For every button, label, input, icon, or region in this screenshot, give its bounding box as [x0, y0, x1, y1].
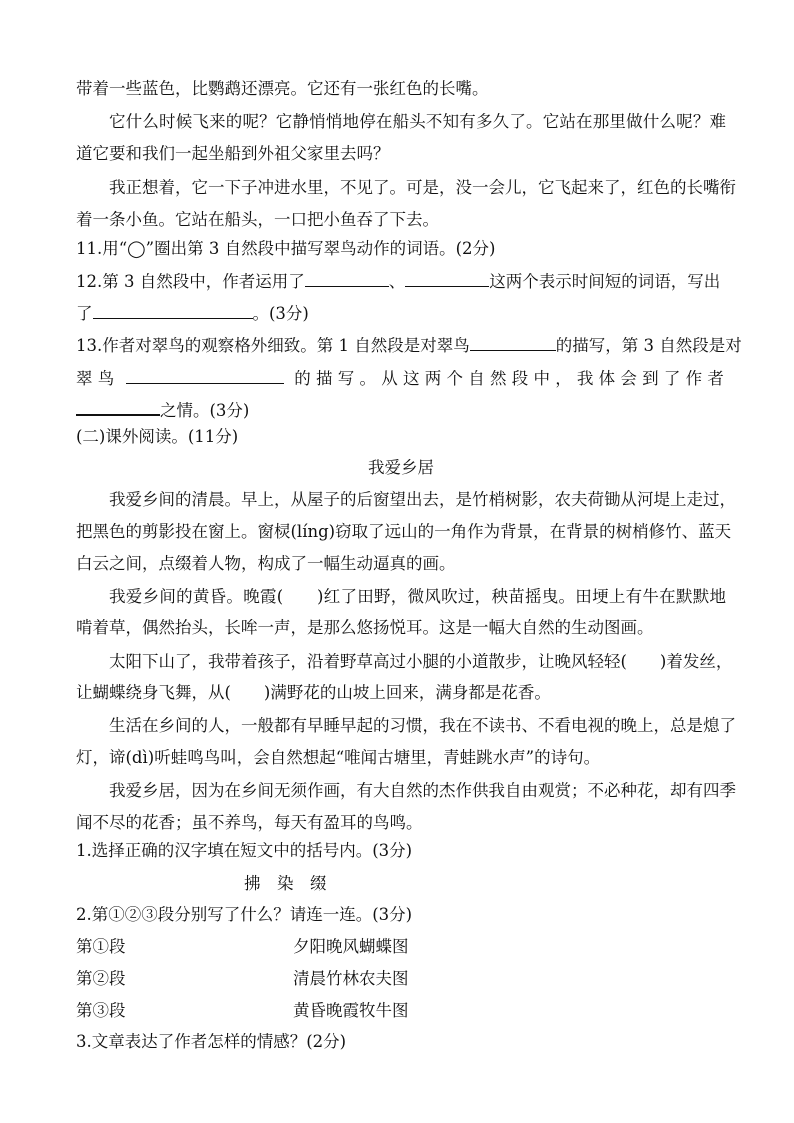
article-line: 灯，谛(dì)听蛙鸣鸟叫，会自然想起“唯闻古塘里，青蛙跳水声”的诗句。: [76, 748, 601, 767]
match-row: [76, 968, 409, 990]
word-options: 拂 染 缀: [244, 874, 327, 893]
article-line: 我爱乡间的清晨。早上，从屋子的后窗望出去，是竹梢树影，农夫荷锄从河堤上走过，: [109, 490, 736, 509]
question-13-text: 之情。(3分): [160, 401, 250, 420]
match-left[interactable]: 第②段: [76, 969, 126, 988]
match-right[interactable]: 黄昏晚霞牧牛图: [293, 1001, 409, 1020]
answer-blank[interactable]: [305, 270, 389, 287]
separator: 、: [388, 272, 406, 291]
match-left[interactable]: 第①段: [76, 937, 126, 956]
answer-blank[interactable]: [405, 270, 489, 287]
question-3: 3.文章表达了作者怎样的情感？(2分): [76, 1032, 347, 1051]
answer-blank[interactable]: [126, 367, 284, 384]
section-heading: (二)课外阅读。(11分): [76, 427, 239, 446]
question-12-text: 了: [76, 304, 93, 323]
match-right[interactable]: 夕阳晚风蝴蝶图: [293, 937, 409, 956]
question-13: [76, 334, 742, 357]
article-line: 啃着草，偶然抬头，长哞一声，是那么悠扬悦耳。这是一幅大自然的生动图画。: [76, 618, 654, 637]
question-13-text: 的描写，第 3 自然段是对: [555, 336, 742, 355]
passage-line: 着一条小鱼。它站在船头，一口把小鱼吞了下去。: [76, 210, 439, 229]
passage-line: 带着一些蓝色，比鹦鹉还漂亮。它还有一张红色的长嘴。: [76, 79, 489, 98]
question-13-text: 翠 鸟: [76, 369, 115, 388]
article-line: 生活在乡间的人，一般都有早睡早起的习惯，我在不读书、不看电视的晚上，总是熄了: [109, 716, 736, 735]
question-12: [76, 270, 720, 293]
answer-blank[interactable]: [93, 302, 253, 319]
passage-line: 道它要和我们一起坐船到外祖父家里去吗？: [76, 144, 390, 163]
question-13-cont: [76, 367, 724, 390]
question-13-text: 13.作者对翠鸟的观察格外细致。第 1 自然段是对翠鸟: [76, 336, 470, 355]
match-row: [76, 936, 409, 958]
article-line: 我爱乡间的黄昏。晚霞( )红了田野，微风吹过，秧苗摇曳。田埂上有牛在默默地: [109, 587, 726, 606]
question-12-text: 。(3分): [252, 304, 309, 323]
passage-line: 它什么时候飞来的呢？它静悄悄地停在船头不知有多久了。它站在那里做什么呢？难: [109, 112, 726, 131]
article-line: 把黑色的剪影投在窗上。窗棂(líng)窃取了远山的一角作为背景，在背景的树梢修竹、蓝天: [76, 522, 732, 541]
article-title: 我爱乡居: [368, 458, 434, 477]
article-line: 太阳下山了，我带着孩子，沿着野草高过小腿的小道散步，让晚风轻轻( )着发丝，: [109, 652, 733, 671]
question-12-text: 12.第 3 自然段中，作者运用了: [76, 272, 305, 291]
question-13-cont2: [76, 398, 249, 422]
passage-line: 我正想着，它一下子冲进水里，不见了。可是，没一会儿，它飞起来了，红色的长嘴衔: [109, 178, 736, 197]
question-12-cont: [76, 302, 309, 325]
article-line: 让蝴蝶绕身飞舞，从( )满野花的山坡上回来，满身都是花香。: [76, 683, 551, 702]
match-row: [76, 1000, 409, 1022]
match-left[interactable]: 第③段: [76, 1001, 126, 1020]
question-11: 11.用“◯”圈出第 3 自然段中描写翠鸟动作的词语。(2分): [76, 239, 496, 258]
article-line: 闻不尽的花香；虽不养鸟，每天有盈耳的鸟鸣。: [76, 813, 423, 832]
question-2: 2.第①②③段分别写了什么？请连一连。(3分): [76, 905, 413, 924]
question-1: 1.选择正确的汉字填在短文中的括号内。(3分): [76, 841, 413, 860]
article-line: 白云之间，点缀着人物，构成了一幅生动逼真的画。: [76, 554, 456, 573]
article-line: 我爱乡居，因为在乡间无须作画，有大自然的杰作供我自由观赏；不必种花，却有四季: [109, 781, 736, 800]
question-12-text: 这两个表示时间短的词语，写出: [489, 272, 721, 291]
match-right[interactable]: 清晨竹林农夫图: [293, 969, 409, 988]
answer-blank[interactable]: [76, 398, 160, 416]
question-13-text: 的 描 写 。 从 这 两 个 自 然 段 中 ， 我 体 会 到 了 作 者: [294, 369, 724, 388]
answer-blank[interactable]: [470, 334, 556, 351]
